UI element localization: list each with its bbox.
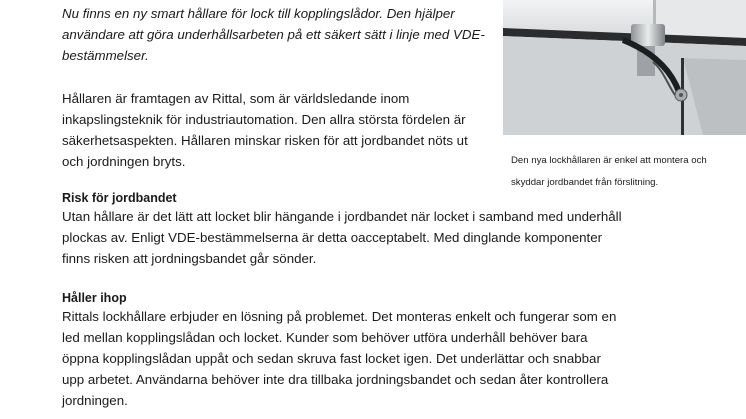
- section-heading-risk: Risk för jordbandet: [62, 191, 177, 205]
- intro-text: Nu finns en ny smart hållare för lock till kopplingslådor. Den hjälper användare att göra underhållsarbeten på ett säkert sätt i linje med VDE-bestämmelser.: [62, 6, 485, 63]
- photo-caption: Den nya lockhållaren är enkel att montera och skyddar jordbandet från förslitning.: [511, 155, 707, 188]
- section-heading-haller-ihop: Håller ihop: [62, 291, 127, 305]
- paragraph-1: Hållaren är framtagen av Rittal, som är världsledande inom inkapslingsteknik för industriautomation. Den allra största fördelen är säkerhetsaspekten. Hållaren minskar risken för att jordbandet nöts ut och jordningen bryts.: [62, 91, 468, 169]
- product-photo: [503, 0, 746, 135]
- section-body-risk: Utan hållare är det lätt att locket blir hängande i jordbandet när locket i samband med underhåll plockas av. Enligt VDE-bestämmelserna är detta oacceptabelt. Med dinglande komponenter finns risken att jordningsbandet går sönder.: [62, 209, 622, 266]
- section-body-haller-ihop: Rittals lockhållare erbjuder en lösning på problemet. Det monteras enkelt och fungerar som en led mellan kopplingslådan och locket. Kunder som behöver utföra underhåll behöver bara öppna kopplingslådan uppåt och sedan skruva fast locket igen. Det underlättar och snabbar upp arbetet. Användarna behöver inte dra tillbaka jordningsbandet och sedan åter kontrollera jordningen.: [62, 309, 617, 408]
